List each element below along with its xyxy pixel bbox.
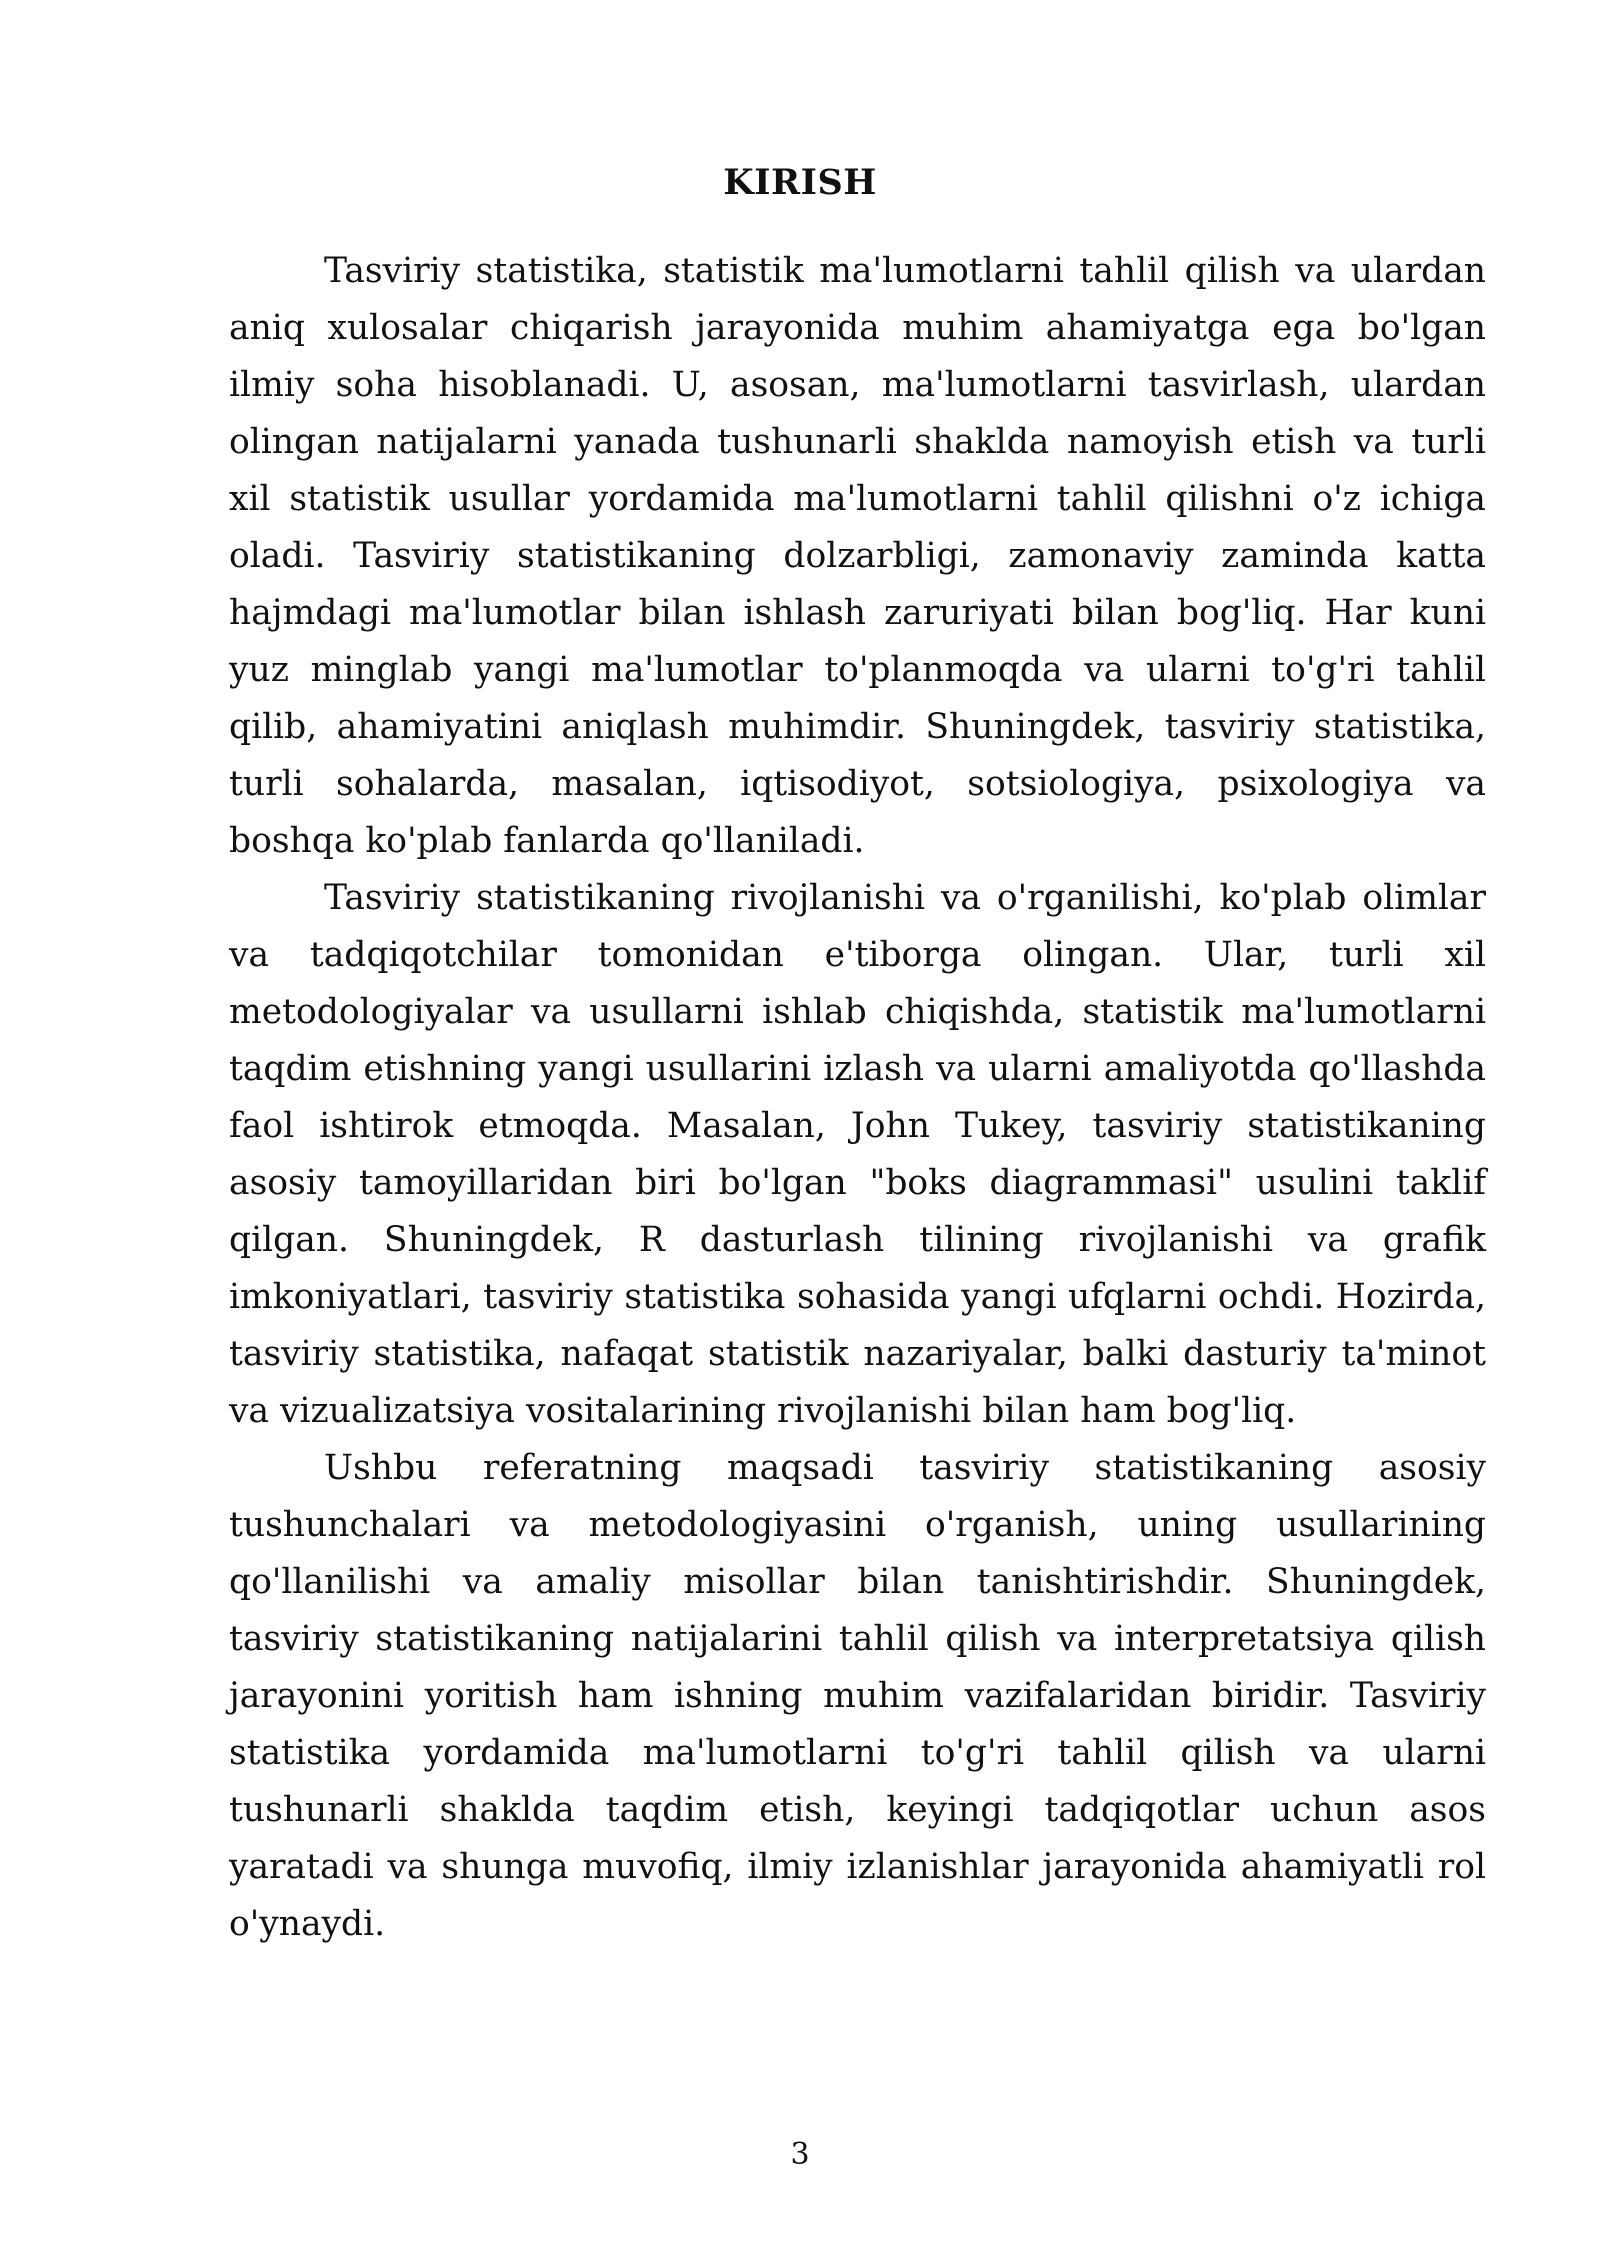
page-number: 3 bbox=[790, 2137, 810, 2172]
page-title: KIRISH bbox=[723, 162, 877, 203]
paragraph-3: Ushbu referatning maqsadi tasviriy statistikaning asosiy tushunchalari va metodologiyasini o'rganish, uning usullarining qo'llanilishi va amaliy misollar bilan tanishtirishdir. Shuningdek, tasviriy statistikaning natijalarini tahlil qilish va interpretatsiya qilish jarayonini yoritish ham ishning muhim vazifalaridan biridir. Tasviriy statistika yordamida ma'lumotlarni to'g'ri tahlil qilish va ularni tushunarli shaklda taqdim etish, keyingi tadqiqotlar uchun asos yaratadi va shunga muvofiq, ilmiy izlanishlar jarayonida ahamiyatli rol o'ynaydi. bbox=[229, 1448, 1486, 1944]
paragraph-2: Tasviriy statistikaning rivojlanishi va o'rganilishi, ko'plab olimlar va tadqiqotchilar tomonidan e'tiborga olingan. Ular, turli xil metodologiyalar va usullarni ishlab chiqishda, statistik ma'lumotlarni taqdim etishning yangi usullarini izlash va ularni amaliyotda qo'llashda faol ishtirok etmoqda. Masalan, John Tukey, tasviriy statistikaning asosiy tamoyillaridan biri bo'lgan "boks diagrammasi" usulini taklif qilgan. Shuningdek, R dasturlash tilining rivojlanishi va grafik imkoniyatlari, tasviriy statistika sohasida yangi ufqlarni ochdi. Hozirda, tasviriy statistika, nafaqat statistik nazariyalar, balki dasturiy ta'minot va vizualizatsiya vositalarining rivojlanishi bilan ham bog'liq. bbox=[229, 878, 1486, 1431]
paragraph-1: Tasviriy statistika, statistik ma'lumotlarni tahlil qilish va ulardan aniq xulosalar chiqarish jarayonida muhim ahamiyatga ega bo'lgan ilmiy soha hisoblanadi. U, asosan, ma'lumotlarni tasvirlash, ulardan olingan natijalarni yanada tushunarli shaklda namoyish etish va turli xil statistik usullar yordamida ma'lumotlarni tahlil qilishni o'z ichiga oladi. Tasviriy statistikaning dolzarbligi, zamonaviy zaminda katta hajmdagi ma'lumotlar bilan ishlash zaruriyati bilan bog'liq. Har kuni yuz minglab yangi ma'lumotlar to'planmoqda va ularni to'g'ri tahlil qilib, ahamiyatini aniqlash muhimdir. Shuningdek, tasviriy statistika, turli sohalarda, masalan, iqtisodiyot, sotsiologiya, psixologiya va boshqa ko'plab fanlarda qo'llaniladi. bbox=[229, 251, 1486, 861]
document-body bbox=[229, 243, 1486, 1953]
